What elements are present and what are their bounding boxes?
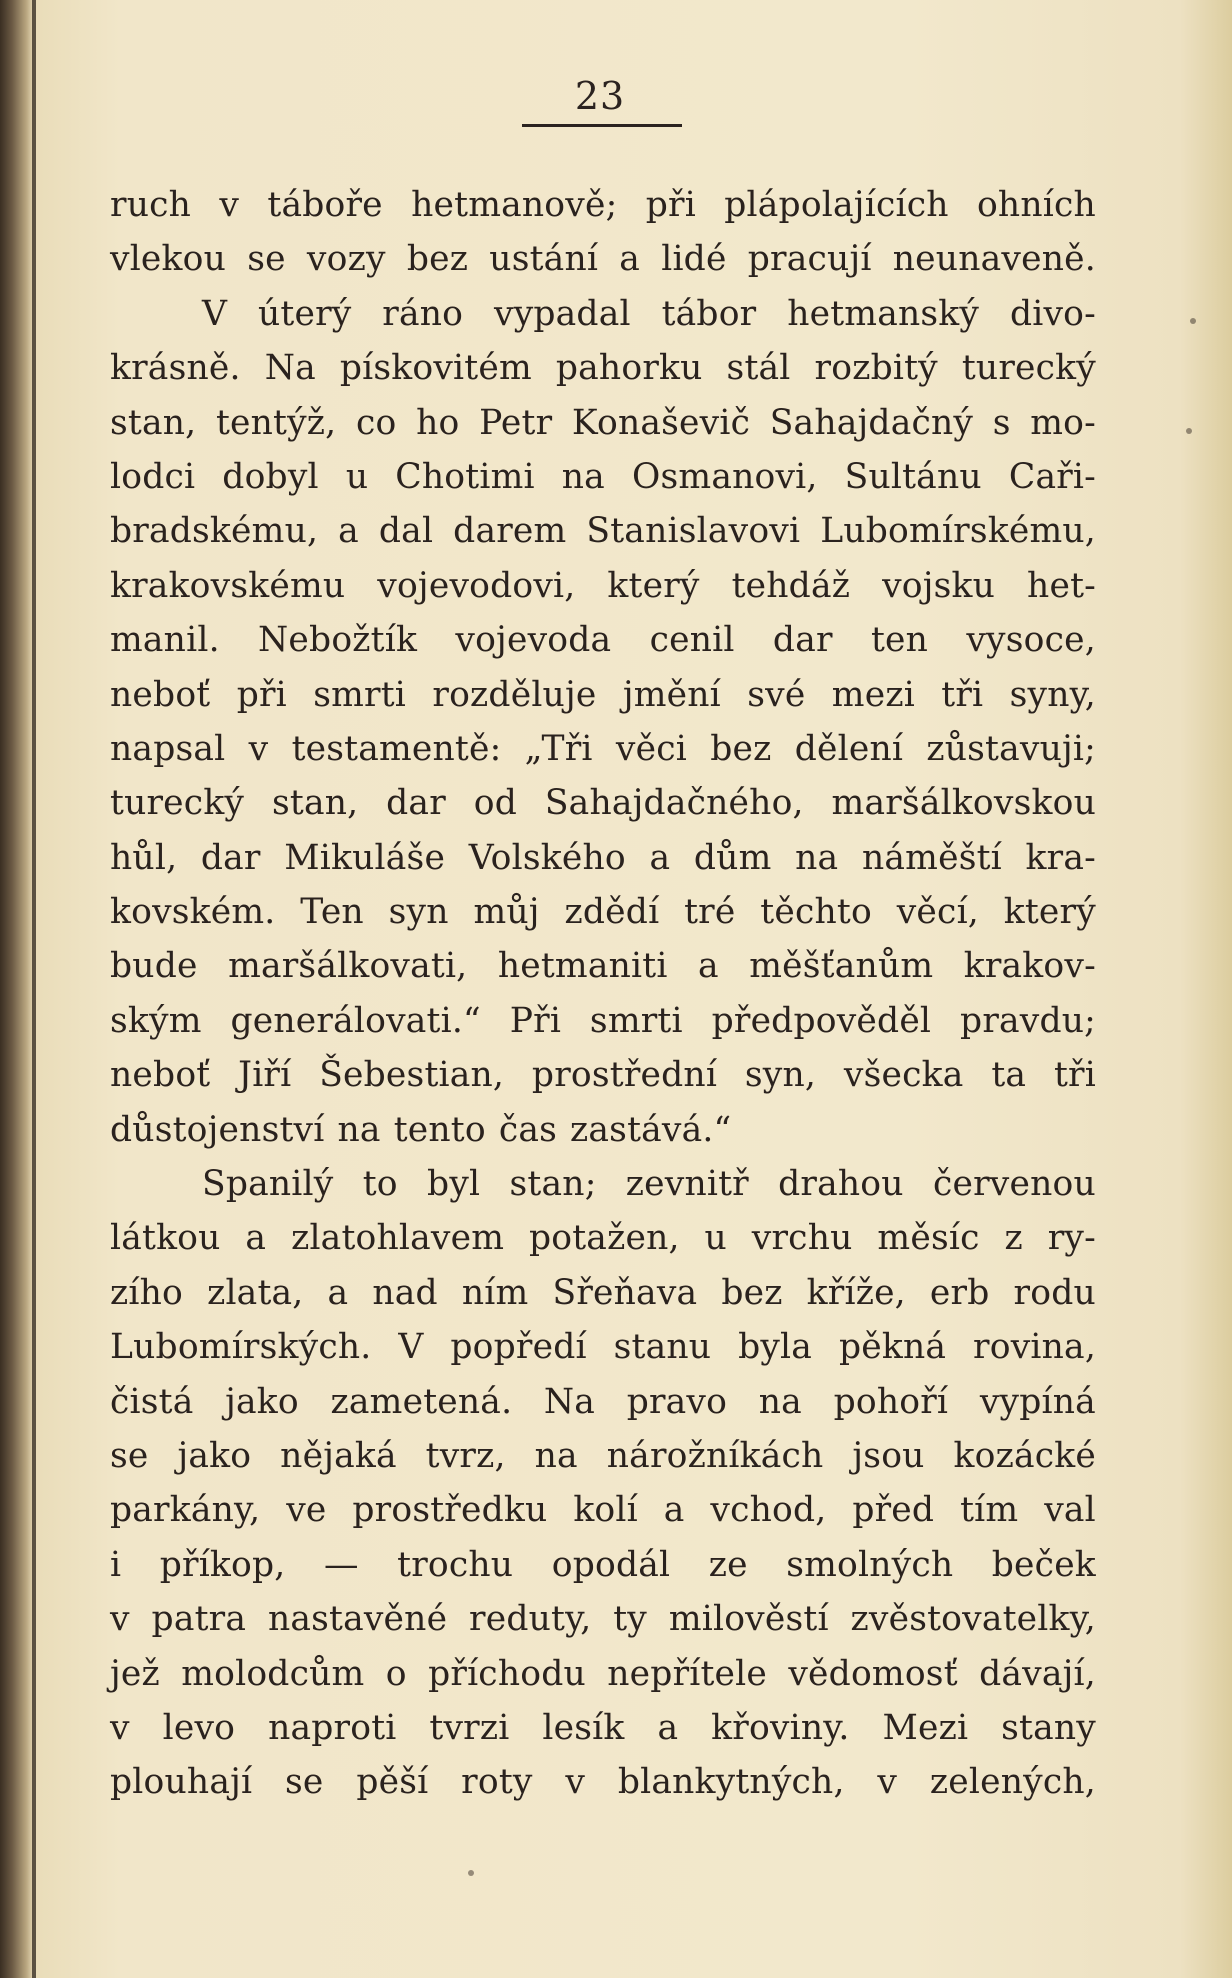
body-text bbox=[110, 178, 1096, 1810]
header-rule bbox=[522, 124, 682, 127]
text-line: důstojenství na tento čas zastává.“ bbox=[110, 1109, 732, 1150]
text-line: Spanilý to byl stan; zevnitř drahou červenou bbox=[202, 1164, 1096, 1205]
text-line: turecký stan, dar od Sahajdačného, maršálkovskou bbox=[110, 783, 1096, 824]
text-line: v levo naproti tvrzi lesík a křoviny. Mezi stany bbox=[110, 1707, 1096, 1748]
text-line: manil. Nebožtík vojevoda cenil dar ten vysoce, bbox=[110, 620, 1096, 661]
text-line: hůl, dar Mikuláše Volského a dům na náměští kra- bbox=[110, 837, 1096, 878]
text-line: kovském. Ten syn můj zdědí tré těchto věcí, který bbox=[110, 892, 1096, 933]
text-line: v patra nastavěné reduty, ty milověstí zvěstovatelky, bbox=[110, 1599, 1096, 1640]
paper-speck bbox=[468, 1870, 474, 1876]
page-number: 23 bbox=[574, 74, 626, 118]
text-line: zího zlata, a nad ním Sřeňava bez kříže, erb rodu bbox=[110, 1272, 1096, 1313]
text-line: neboť Jiří Šebestian, prostřední syn, všecka ta tři bbox=[110, 1055, 1096, 1096]
text-line: čistá jako zametená. Na pravo na pohoří vypíná bbox=[110, 1381, 1096, 1422]
text-line: parkány, ve prostředku kolí a vchod, před tím val bbox=[110, 1490, 1096, 1531]
text-line: bude maršálkovati, hetmaniti a měšťanům krakov- bbox=[110, 946, 1096, 987]
paper-speck bbox=[1190, 318, 1196, 324]
text-line: bradskému, a dal darem Stanislavovi Lubomírskému, bbox=[110, 511, 1096, 552]
text-line: vlekou se vozy bez ustání a lidé pracují neunaveně. bbox=[110, 239, 1096, 280]
text-line: jež molodcům o příchodu nepřítele vědomosť dávají, bbox=[110, 1653, 1096, 1694]
book-spine-shadow bbox=[0, 0, 34, 1978]
text-line: stan, tentýž, co ho Petr Konaševič Sahajdačný s mo- bbox=[110, 402, 1096, 443]
text-line: ruch v táboře hetmanově; při plápolajících ohních bbox=[110, 185, 1096, 225]
text-line: i příkop, — trochu opodál ze smolných beček bbox=[110, 1544, 1096, 1585]
text-line: napsal v testamentě: „Tři věci bez dělení zůstavuji; bbox=[110, 728, 1096, 769]
text-line: V úterý ráno vypadal tábor hetmanský divo- bbox=[202, 293, 1096, 334]
text-line: Lubomírských. V popředí stanu byla pěkná rovina, bbox=[110, 1327, 1096, 1368]
text-line: krásně. Na pískovitém pahorku stál rozbitý turecký bbox=[110, 348, 1096, 389]
text-line: ským generálovati.“ Při smrti předpověděl pravdu; bbox=[110, 1000, 1096, 1041]
text-line: krakovskému vojevodovi, který tehdáž vojsku het- bbox=[110, 565, 1096, 606]
text-line: lodci dobyl u Chotimi na Osmanovi, Sultánu Caři- bbox=[110, 456, 1096, 497]
text-line: neboť při smrti rozděluje jmění své mezi tři syny, bbox=[110, 674, 1096, 715]
paper-speck bbox=[1186, 428, 1192, 434]
gutter-edge bbox=[32, 0, 36, 1978]
text-line: plouhají se pěší roty v blankytných, v zelených, bbox=[110, 1762, 1096, 1803]
text-line: látkou a zlatohlavem potažen, u vrchu měsíc z ry- bbox=[110, 1218, 1096, 1259]
text-line: se jako nějaká tvrz, na nárožníkách jsou kozácké bbox=[110, 1435, 1096, 1476]
